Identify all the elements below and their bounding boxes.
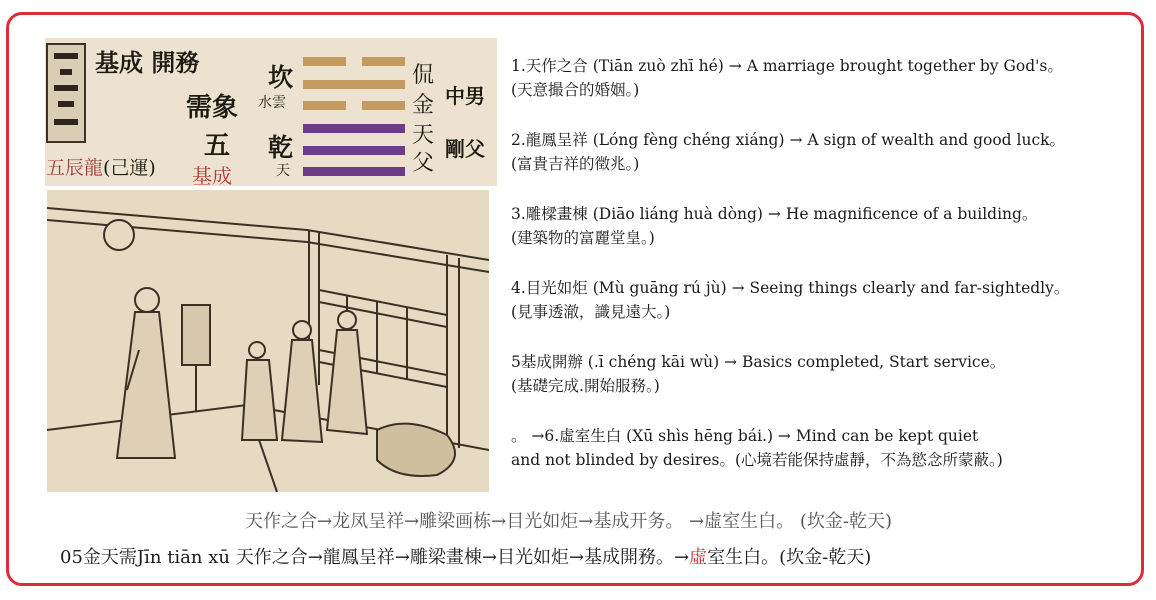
entry-5 [511, 350, 1005, 398]
entry-4-line2: (見事透澈，識見遠大。) [511, 303, 671, 321]
right-top-label: 中男 [445, 84, 485, 108]
summary-traditional: 05金天需Jīn tiān xū 天作之合→龍鳳呈祥→雕梁畫棟→目光如炬→基成開務。→虛室生白。(坎金-乾天) [60, 547, 872, 568]
entry-1-line2: (天意撮合的婚姻。) [511, 81, 640, 99]
right-bottom-label: 剛父 [445, 137, 485, 161]
entry-2-line1: 2.龍鳳呈祥 (Lóng fèng chéng xiáng) → A sign of wealth and good luck。 [511, 131, 1066, 149]
hexagram-number: 五 [204, 131, 231, 161]
entry-1 [511, 54, 1063, 102]
hexagram-name: 需象 [186, 93, 239, 123]
lower-trigram-name: 乾 [268, 133, 294, 162]
summary-simplified: 天作之合→龙凤呈祥→雕梁画栋→目光如炬→基成开务。 →虛室生白。 (坎金-乾天) [245, 511, 892, 532]
woodblock-illustration [47, 190, 489, 492]
entry-5-line1: 5基成開辦 (.ī chéng kāi wù) → Basics completed, Start service。 [511, 353, 1006, 371]
entry-3 [511, 202, 1037, 250]
header-title: 基成 開務 [95, 48, 200, 77]
line-1-solid [303, 167, 405, 176]
entry-6-line1: 。 →6.虛室生白 (Xū shìs hēng bái.) → Mind can be kept quiet [511, 427, 979, 445]
line-6-broken-left [303, 57, 346, 66]
lower-trigram-sub: 天 [276, 163, 290, 179]
line-5-solid [303, 80, 405, 89]
right-bottom-char-2: 父 [412, 151, 435, 176]
line-3-solid [303, 124, 405, 133]
line-2-solid [303, 146, 405, 155]
right-bottom-char-1: 天 [412, 123, 435, 148]
line-4-broken-right [362, 101, 405, 110]
entry-3-line2: (建築物的富麗堂皇。) [511, 229, 655, 247]
right-top-char-2: 金 [412, 93, 435, 118]
seal-stamp-image [46, 43, 86, 143]
red-label: 基成 [192, 164, 232, 188]
entry-3-line1: 3.雕樑畫棟 (Diāo liáng huà dòng) → He magnificence of a building。 [511, 205, 1038, 223]
line-4-broken-left [303, 101, 346, 110]
entry-2 [511, 128, 1065, 176]
entry-2-line2: (富貴吉祥的徵兆。) [511, 155, 640, 173]
entry-4-line1: 4.目光如炬 (Mù guāng rú jù) → Seeing things clearly and far-sightedly。 [511, 279, 1070, 297]
right-top-char-1: 侃 [412, 63, 435, 88]
entry-1-line1: 1.天作之合 (Tiān zuò zhī hé) → A marriage brought together by God's。 [511, 57, 1063, 75]
upper-trigram-sub: 水雲 [258, 95, 286, 111]
entry-6-line2: and not blinded by desires。(心境若能保持虛靜，不為慾念所蒙蔽。) [511, 451, 1003, 469]
entry-4 [511, 276, 1069, 324]
entry-6 [511, 424, 1003, 472]
upper-trigram-name: 坎 [268, 63, 294, 92]
line-6-broken-right [362, 57, 405, 66]
dragon-label: 五辰龍(己運) [46, 157, 156, 179]
entry-5-line2: (基礎完成.開始服務。) [511, 377, 660, 395]
